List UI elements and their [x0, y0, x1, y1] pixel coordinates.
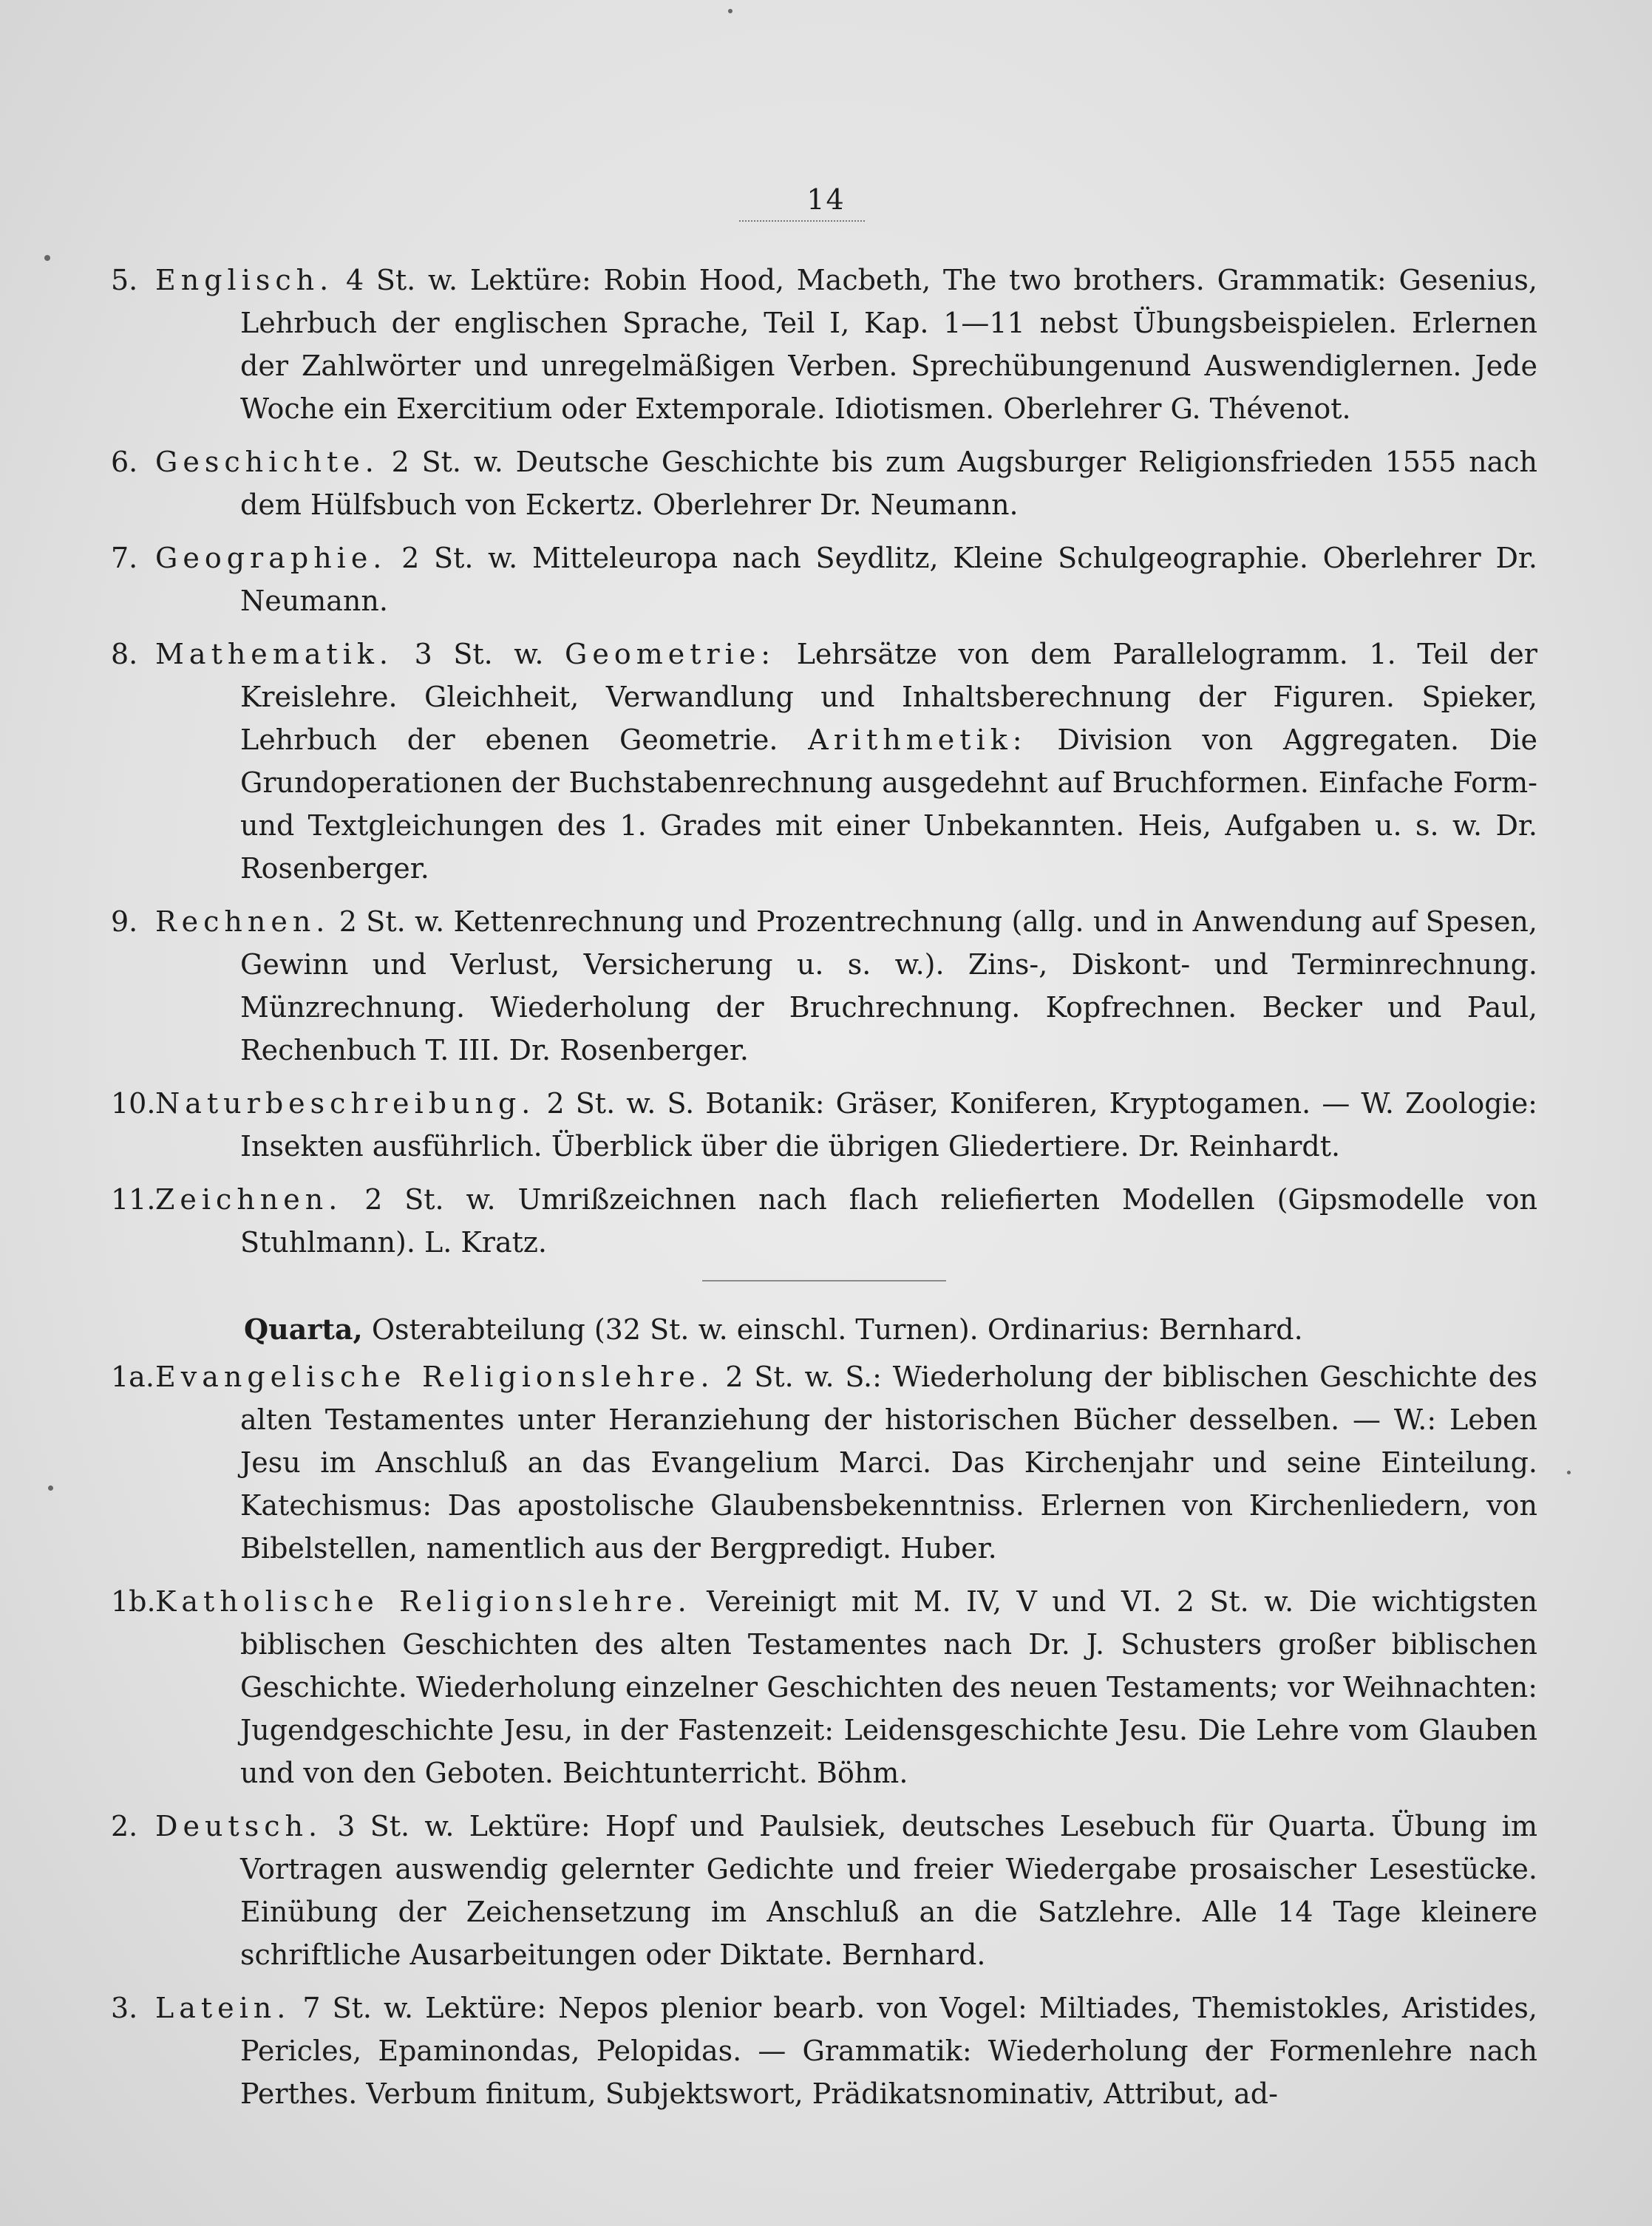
item-text: 2 St. w. Mitteleuropa nach Seydlitz, Kleine Schulgeographie. Oberlehrer Dr. Neumann. [240, 542, 1537, 617]
scan-speck [44, 255, 50, 261]
item-subject: Naturbeschreibung. [155, 1087, 536, 1120]
list-item [111, 900, 1537, 1072]
item-subject: Geschichte. [155, 446, 379, 478]
item-subject: Englisch. [155, 264, 334, 296]
item-text: 7 St. w. Lektüre: Nepos plenior bearb. von Vogel: Miltiades, Themistokles, Aristides, Pericles, Epaminondas, Pelopidas. — Grammatik: Wiederholung der Formenlehre nach Perthes. Verbum finitum, Subjektswort, Prädikatsnominativ, Attribut, ad- [240, 1992, 1537, 2110]
item-number: 8. [111, 638, 138, 670]
item-subject: Rechnen. [155, 905, 330, 938]
item-subject: Zeichnen. [155, 1183, 343, 1216]
item-text: Lehrsätze von dem Parallelogramm. 1. Teil der Kreislehre. Gleichheit, Verwandlung und Inhaltsberechnung der Figuren. Spieker, Lehrbuch der ebenen Geometrie. [240, 638, 1537, 756]
item-subject: Latein. [155, 1992, 291, 2024]
section-divider [702, 1280, 946, 1282]
page-number: 14 [806, 183, 846, 216]
item-number: 1b. [111, 1585, 156, 1618]
item-text: 3 St. w. Lektüre: Hopf und Paulsiek, deutsches Lesebuch für Quarta. Übung im Vortragen auswendig gelernter Gedichte und freier Wiedergabe prosaischer Lesestücke. Einübung der Zeichensetzung im Anschluß an die Satzlehre. Alle 14 Tage kleinere schriftliche Ausarbeitungen oder Diktate. Bernhard. [240, 1810, 1537, 1971]
list-item [111, 440, 1537, 526]
section-title: Quarta, [244, 1313, 363, 1346]
list-item [111, 1580, 1537, 1794]
scan-speck [48, 1485, 53, 1491]
item-number: 6. [111, 446, 138, 478]
item-number: 10. [111, 1087, 156, 1120]
item-text: 3 St. w. [414, 638, 544, 670]
scan-speck [1567, 1471, 1571, 1474]
item-text: Vereinigt mit M. IV, V und VI. 2 St. w. Die wichtigsten biblischen Geschichten des alten Testamentes nach Dr. J. Schusters großer biblischen Geschichte. Wiederholung einzelner Geschichten des neuen Testaments; vor Weihnachten: Jugendgeschichte Jesu, in der Fastenzeit: Leidensgeschichte Jesu. Die Lehre vom Glauben und von den Geboten. Beichtunterricht. Böhm. [240, 1585, 1537, 1789]
item-subject: Deutsch. [155, 1810, 323, 1842]
item-subheading: Geometrie: [564, 638, 776, 670]
list-item [111, 1987, 1537, 2115]
scan-speck [728, 9, 732, 13]
item-text: 2 St. w. S. Botanik: Gräser, Koniferen, Kryptogamen. — W. Zoologie: Insekten ausführlich. Überblick über die übrigen Gliedertiere. Dr. Reinhardt. [240, 1087, 1537, 1163]
item-number: 11. [111, 1183, 156, 1216]
page-content [111, 259, 1537, 2125]
item-subject: Katholische Religionslehre. [155, 1585, 692, 1618]
section-heading [111, 1308, 1537, 1351]
list-item [111, 259, 1537, 430]
page-number-ornament [739, 220, 865, 222]
list-item [111, 537, 1537, 622]
item-text: Division von Aggregaten. Die Grundoperationen der Buchstabenrechnung ausgedehnt auf Bruchformen. Einfache Form- und Textgleichungen des 1. Grades mit einer Unbekannten. Heis, Aufgaben u. s. w. Dr. Rosenberger. [240, 724, 1537, 885]
list-item [111, 1178, 1537, 1264]
item-number: 9. [111, 905, 138, 938]
list-item [111, 1082, 1537, 1168]
item-number: 5. [111, 264, 138, 296]
item-text: 2 St. w. S.: Wiederholung der biblischen Geschichte des alten Testamentes unter Heranziehung der historischen Bücher desselben. — W.: Leben Jesu im Anschluß an das Evangelium Marci. Das Kirchenjahr und seine Einteilung. Katechismus: Das apostolische Glaubensbekenntniss. Erlernen von Kirchenliedern, von Bibelstellen, namentlich aus der Bergpredigt. Huber. [240, 1361, 1537, 1565]
item-subject: Evangelische Religionslehre. [155, 1361, 715, 1393]
item-number: 7. [111, 542, 138, 574]
item-number: 2. [111, 1810, 138, 1842]
item-subject: Geographie. [155, 542, 387, 574]
list-item [111, 1805, 1537, 1976]
item-text: 2 St. w. Umrißzeichnen nach flach reliefierten Modellen (Gipsmodelle von Stuhlmann). L. Kratz. [240, 1183, 1537, 1259]
item-text: 2 St. w. Kettenrechnung und Prozentrechnung (allg. und in Anwendung auf Spesen, Gewinn und Verlust, Versicherung u. s. w.). Zins-, Diskont- und Terminrechnung. Münzrechnung. Wiederholung der Bruchrechnung. Kopfrechnen. Becker und Paul, Rechenbuch T. III. Dr. Rosenberger. [240, 905, 1537, 1066]
item-subheading: Arithmetik: [808, 724, 1027, 756]
list-item [111, 633, 1537, 890]
item-text: 4 St. w. Lektüre: Robin Hood, Macbeth, The two brothers. Grammatik: Gesenius, Lehrbuch der englischen Sprache, Teil I, Kap. 1—11 nebst Übungsbeispielen. Erlernen der Zahlwörter und unregelmäßigen Verben. Sprechübungenund Auswendiglernen. Jede Woche ein Exercitium oder Extemporale. Idiotismen. Oberlehrer G. Thévenot. [240, 264, 1537, 425]
item-number: 3. [111, 1992, 138, 2024]
item-number: 1a. [111, 1361, 154, 1393]
item-text: 2 St. w. Deutsche Geschichte bis zum Augsburger Religionsfrieden 1555 nach dem Hülfsbuch von Eckertz. Oberlehrer Dr. Neumann. [240, 446, 1537, 521]
section-info: Osterabteilung (32 St. w. einschl. Turnen). Ordinarius: Bernhard. [371, 1313, 1303, 1346]
list-item [111, 1355, 1537, 1570]
item-subject: Mathematik. [155, 638, 394, 670]
